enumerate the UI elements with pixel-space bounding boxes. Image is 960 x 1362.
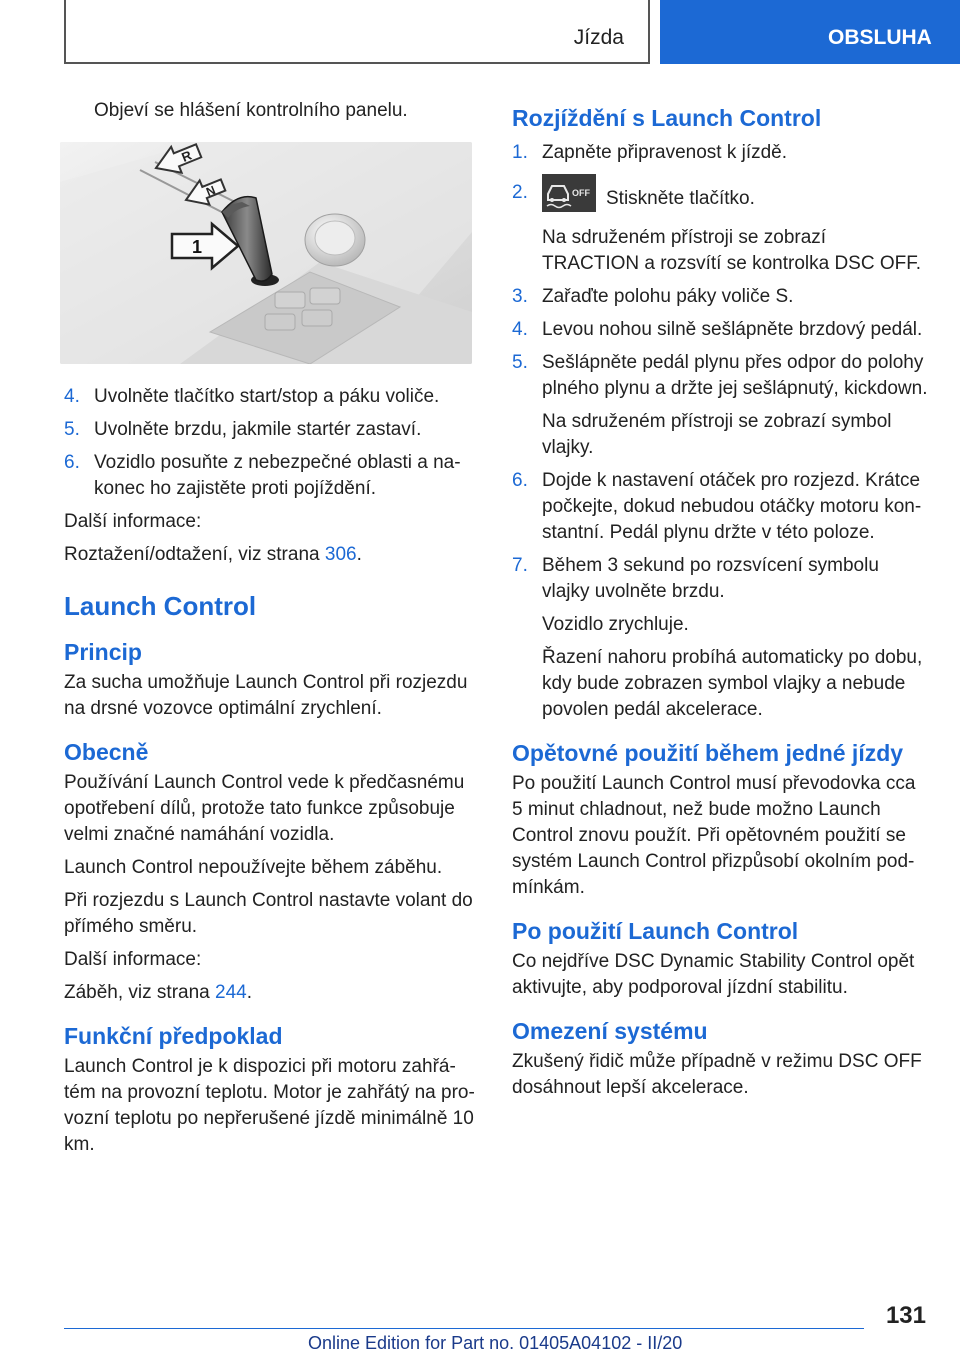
right-step-1	[512, 140, 928, 166]
more-info-label: Další informace:	[64, 511, 202, 532]
more-info-label-2: Další informace:	[64, 949, 202, 970]
right-step-3	[512, 284, 928, 310]
step-2-text: Stiskněte tlačítko.	[606, 188, 755, 210]
step-text: Během 3 sekund po rozsvícení symbolu vlajky uvolněte brzdu.	[542, 555, 879, 602]
page-number: 131	[885, 1302, 926, 1329]
step-text: Dojde k nastavení otáček pro rozjezd. Krátce počkejte, dokud nebudou otáčky motoru konstantní. Pedál plynu držte v této poloze.	[542, 470, 922, 543]
ref-text: Záběh, viz strana	[64, 982, 216, 1003]
step-number: 7.	[512, 555, 528, 576]
step-7-note-1: Vozidlo zrychluje.	[542, 614, 689, 635]
subsection-title-limits: Omezení systému	[512, 1018, 708, 1044]
left-column	[64, 98, 476, 1165]
header-section-box	[64, 0, 650, 64]
princip-text: Za sucha umožňuje Launch Control při rozjezdu na drsné vozovce optimální zrychlení.	[64, 672, 468, 719]
right-step-4	[512, 317, 928, 343]
reuse-text: Po použití Launch Control musí převodovka cca 5 minut chladnout, než bude možno Launch Control znovu použít. Při opětovném použití se systém Launch Control přizpůsobí okolním podmínkám.	[512, 773, 916, 898]
limits-text: Zkušený řidič může případně v režimu DSC OFF dosáhnout lepší akcelerace.	[512, 1051, 922, 1098]
section-title-launch-control: Launch Control	[64, 591, 257, 621]
step-text: Zapněte připravenost k jízdě.	[542, 142, 788, 163]
cross-reference-towing	[64, 542, 476, 568]
step-number: 4.	[64, 386, 80, 407]
step-number: 4.	[512, 319, 528, 340]
obecne-paragraph-3: Při rozjezdu s Launch Control nastavte volant do přímého směru.	[64, 890, 473, 937]
step-number: 6.	[512, 470, 528, 491]
footer-divider	[64, 1328, 864, 1329]
ref-text: Roztažení/odtažení, viz strana	[64, 544, 325, 565]
step-number: 6.	[64, 452, 80, 473]
right-column	[512, 98, 928, 1108]
gear-selector-figure	[60, 142, 472, 364]
right-step-5	[512, 350, 928, 402]
subsection-title-princip: Princip	[64, 639, 142, 665]
predpoklad-text: Launch Control je k dispozici při motoru zahřátém na provozní teplotu. Motor je zahřátý na provozní teplotu po nepřerušené jízdě minimálně 10 km.	[64, 1056, 475, 1155]
step-text: Uvolněte tlačítko start/stop a páku voliče.	[94, 386, 440, 407]
dsc-off-button-icon	[542, 174, 596, 212]
subsection-title-obecne: Obecně	[64, 739, 149, 765]
ref-end: .	[356, 544, 362, 565]
left-step-6	[64, 450, 476, 502]
page-header	[0, 0, 960, 66]
cross-reference-break-in	[64, 980, 476, 1006]
right-step-2	[512, 180, 928, 218]
figure-callout-1: 1	[192, 237, 203, 257]
step-number: 5.	[64, 419, 80, 440]
step-text: Levou nohou silně sešlápněte brzdový pedál.	[542, 319, 923, 340]
right-step-6	[512, 468, 928, 546]
step-text: Sešlápněte pedál plynu přes odpor do polohy plného plynu a držte jej sešlápnutý, kickdown.	[542, 352, 928, 399]
subsection-title-predpoklad: Funkční předpoklad	[64, 1023, 283, 1049]
step-number: 1.	[512, 142, 528, 163]
step-text: Zařaďte polohu páky voliče S.	[542, 286, 794, 307]
step-number: 2.	[512, 182, 528, 203]
step-text: Vozidlo posuňte z nebezpečné oblasti a nakonec ho zajistěte proti pojíždění.	[94, 452, 461, 499]
obecne-paragraph-2: Launch Control nepoužívejte během záběhu.	[64, 857, 443, 878]
step-text: Uvolněte brzdu, jakmile startér zastaví.	[94, 419, 422, 440]
step-2-note: Na sdruženém přístroji se zobrazí TRACTION a rozsvítí se kontrolka DSC OFF.	[542, 227, 922, 274]
step-number: 5.	[512, 352, 528, 373]
left-step-4	[64, 384, 476, 410]
right-step-7	[512, 553, 928, 605]
footer-edition-text: Online Edition for Part no. 01405A04102 - II/20	[308, 1333, 683, 1353]
header-chapter-tab: OBSLUHA	[660, 0, 960, 64]
step-5-note: Na sdruženém přístroji se zobrazí symbol vlajky.	[542, 411, 892, 458]
header-section-title: Jízda	[573, 26, 624, 49]
left-step-5	[64, 417, 476, 443]
subsection-title-launch-start: Rozjíždění s Launch Control	[512, 105, 822, 131]
ref-end: .	[246, 982, 253, 1003]
step-number: 3.	[512, 286, 528, 307]
obecne-paragraph-1: Používání Launch Control vede k předčasnému opotřebení dílů, protože tato funkce způsobuje velmi značné namáhání vozidla.	[64, 772, 465, 845]
subsection-title-after-use: Po použití Launch Control	[512, 918, 799, 944]
intro-text: Objeví se hlášení kontrolního panelu.	[94, 100, 408, 121]
page-link-244[interactable]: 244	[215, 982, 247, 1003]
figure-letter-n: N	[204, 182, 218, 200]
gear-selector-illustration	[60, 142, 472, 364]
step-7-note-2: Řazení nahoru probíhá automaticky po dobu, kdy bude zobrazen symbol vlajky a nebude povolen pedál akcelerace.	[542, 647, 923, 720]
figure-letter-r: R	[179, 147, 194, 165]
page-link-306[interactable]: 306	[324, 544, 357, 565]
dsc-icon-label: OFF	[572, 188, 590, 198]
step-text-with-icon	[542, 180, 928, 218]
after-use-text: Co nejdříve DSC Dynamic Stability Control opět aktivujte, aby podporoval jízdní stabilitu.	[512, 951, 915, 998]
subsection-title-reuse: Opětovné použití během jedné jízdy	[512, 740, 904, 766]
